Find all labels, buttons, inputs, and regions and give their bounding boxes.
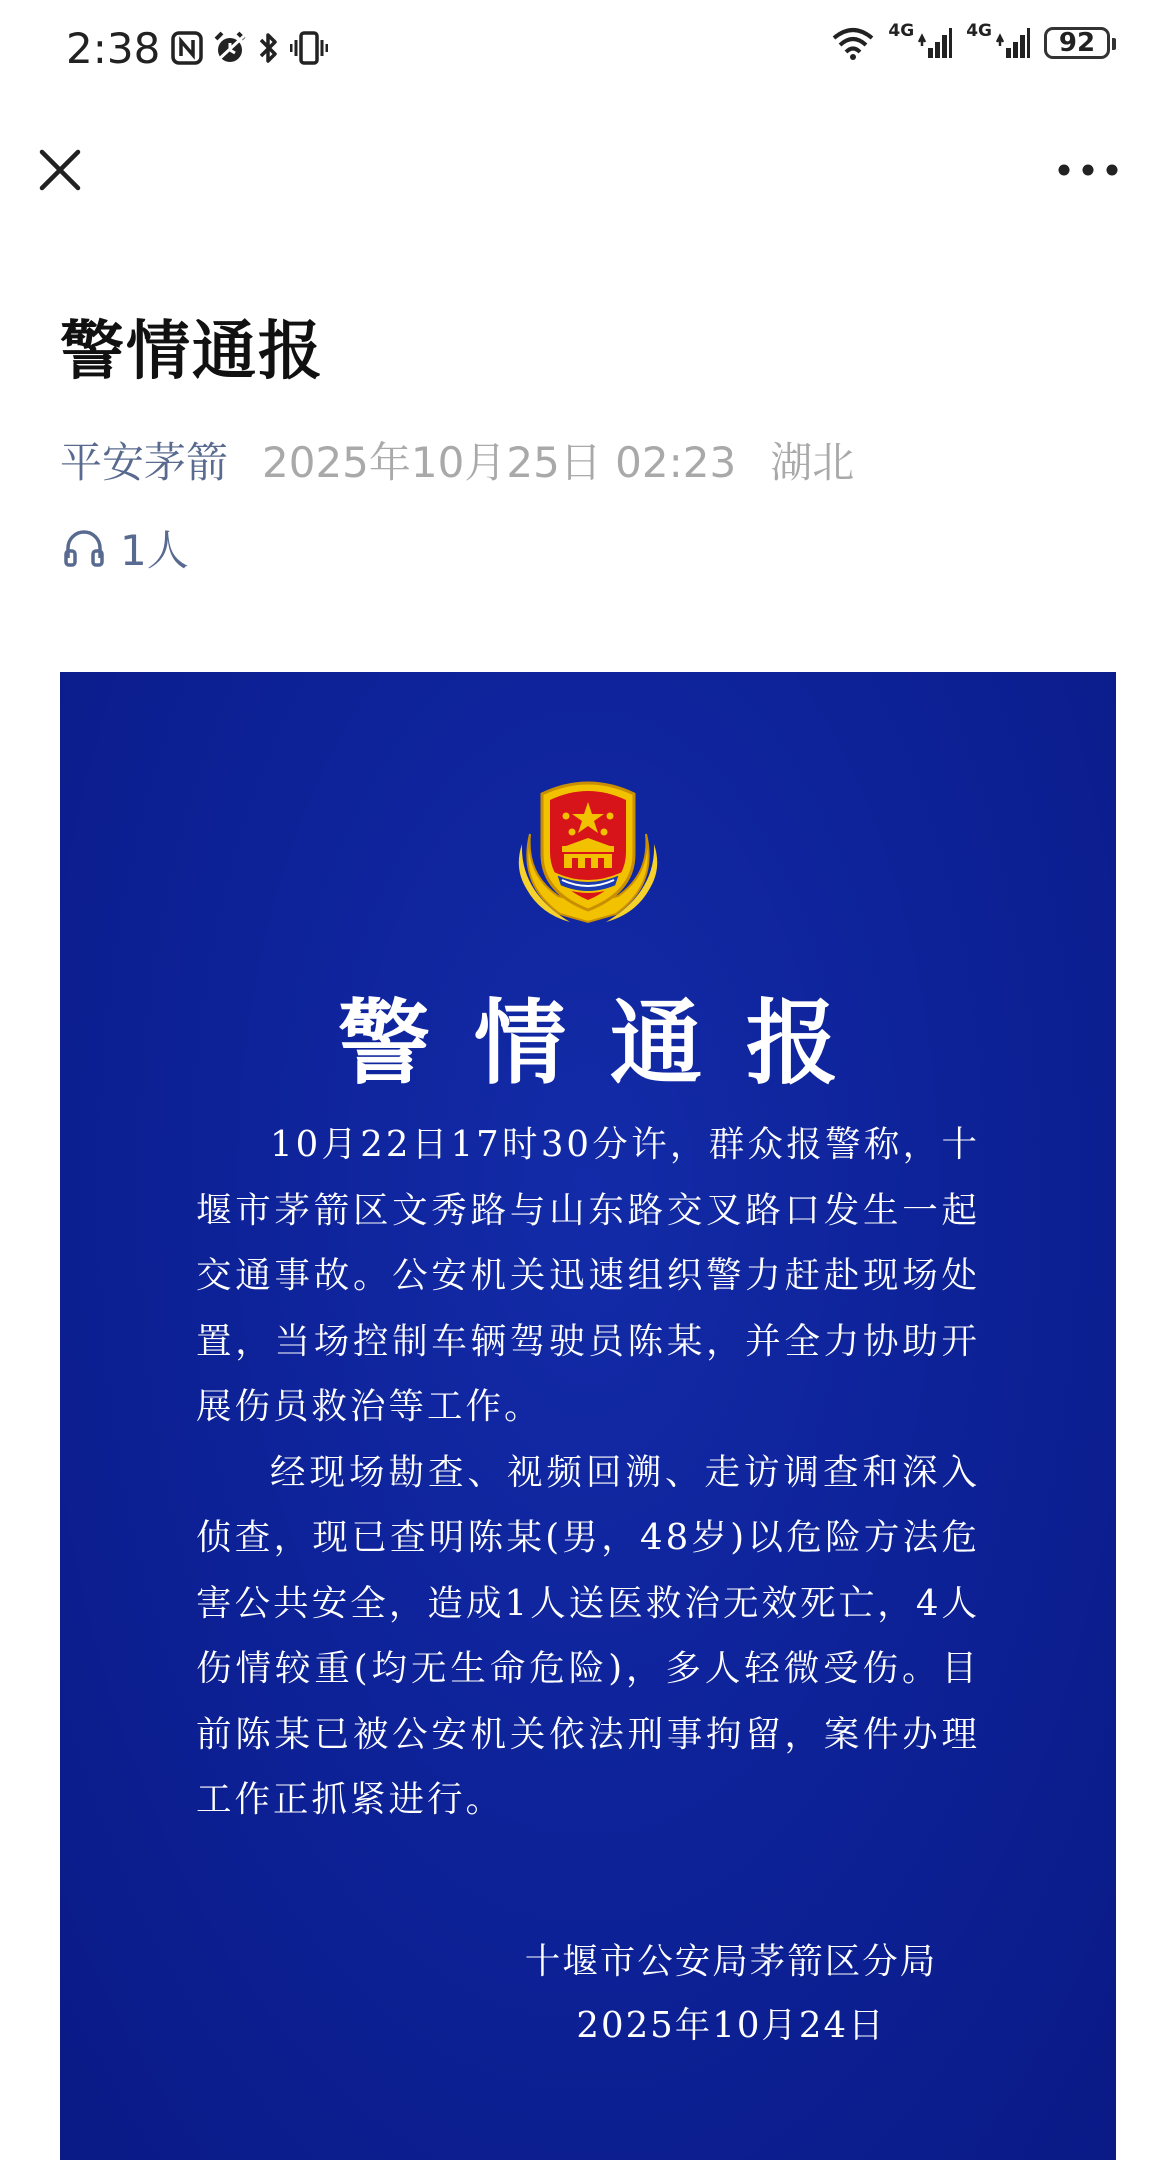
police-emblem-icon: [500, 764, 676, 940]
notice-paragraph: 经现场勘查、视频回溯、走访调查和深入侦查，现已查明陈某(男，48岁)以危险方法危害公共安全，造成1人送医救治无效死亡，4人伤情较重(均无生命危险)，多人轻微受伤。目前陈某已被公安机关依法刑事拘留，案件办理工作正抓紧进行。: [196, 1451, 980, 1820]
status-left-icons: [170, 30, 328, 66]
network-type-2: 4G: [966, 21, 992, 41]
battery-level: 92: [1058, 28, 1096, 58]
bluetooth-icon: [256, 30, 282, 66]
notice-title: 警情通报: [337, 989, 882, 1097]
notice-paragraph: 10月22日17时30分许，群众报警称，十堰市茅箭区文秀路与山东路交叉路口发生一起交通事故。公安机关迅速组织警力赶赴现场处置，当场控制车辆驾驶员陈某，并全力协助开展伤员救治等工作。: [196, 1124, 980, 1427]
article-meta: [60, 430, 854, 490]
article-title: 警情通报: [60, 315, 324, 389]
signal-icon-sim1: [918, 26, 952, 60]
battery-indicator: [1044, 27, 1110, 59]
notice-body: [196, 1112, 980, 1833]
headphones-icon: [62, 526, 106, 570]
notice-signature: [496, 1930, 966, 2058]
publish-date: 2025年10月25日 02:23: [262, 438, 737, 487]
nfc-icon: [170, 30, 204, 66]
listen-button[interactable]: [62, 518, 189, 578]
alarm-icon: [212, 30, 248, 66]
more-icon[interactable]: [1056, 154, 1120, 186]
account-name-link[interactable]: 平安茅箭: [60, 438, 229, 487]
signal-icon-sim2: [996, 26, 1030, 60]
network-type-1: 4G: [888, 21, 915, 41]
status-right: [832, 21, 1110, 60]
close-icon[interactable]: [36, 146, 84, 194]
status-time: 2:38: [66, 24, 161, 73]
listen-count: 1人: [120, 526, 189, 575]
notice-image: [60, 672, 1116, 2160]
notice-issue-date: 2025年10月24日: [576, 2005, 886, 2046]
wifi-icon: [832, 26, 874, 60]
vibrate-icon: [290, 30, 328, 66]
notice-issuer: 十堰市公安局茅箭区分局: [524, 1941, 938, 1982]
status-bar: [0, 0, 1176, 100]
publish-location: 湖北: [770, 438, 855, 487]
